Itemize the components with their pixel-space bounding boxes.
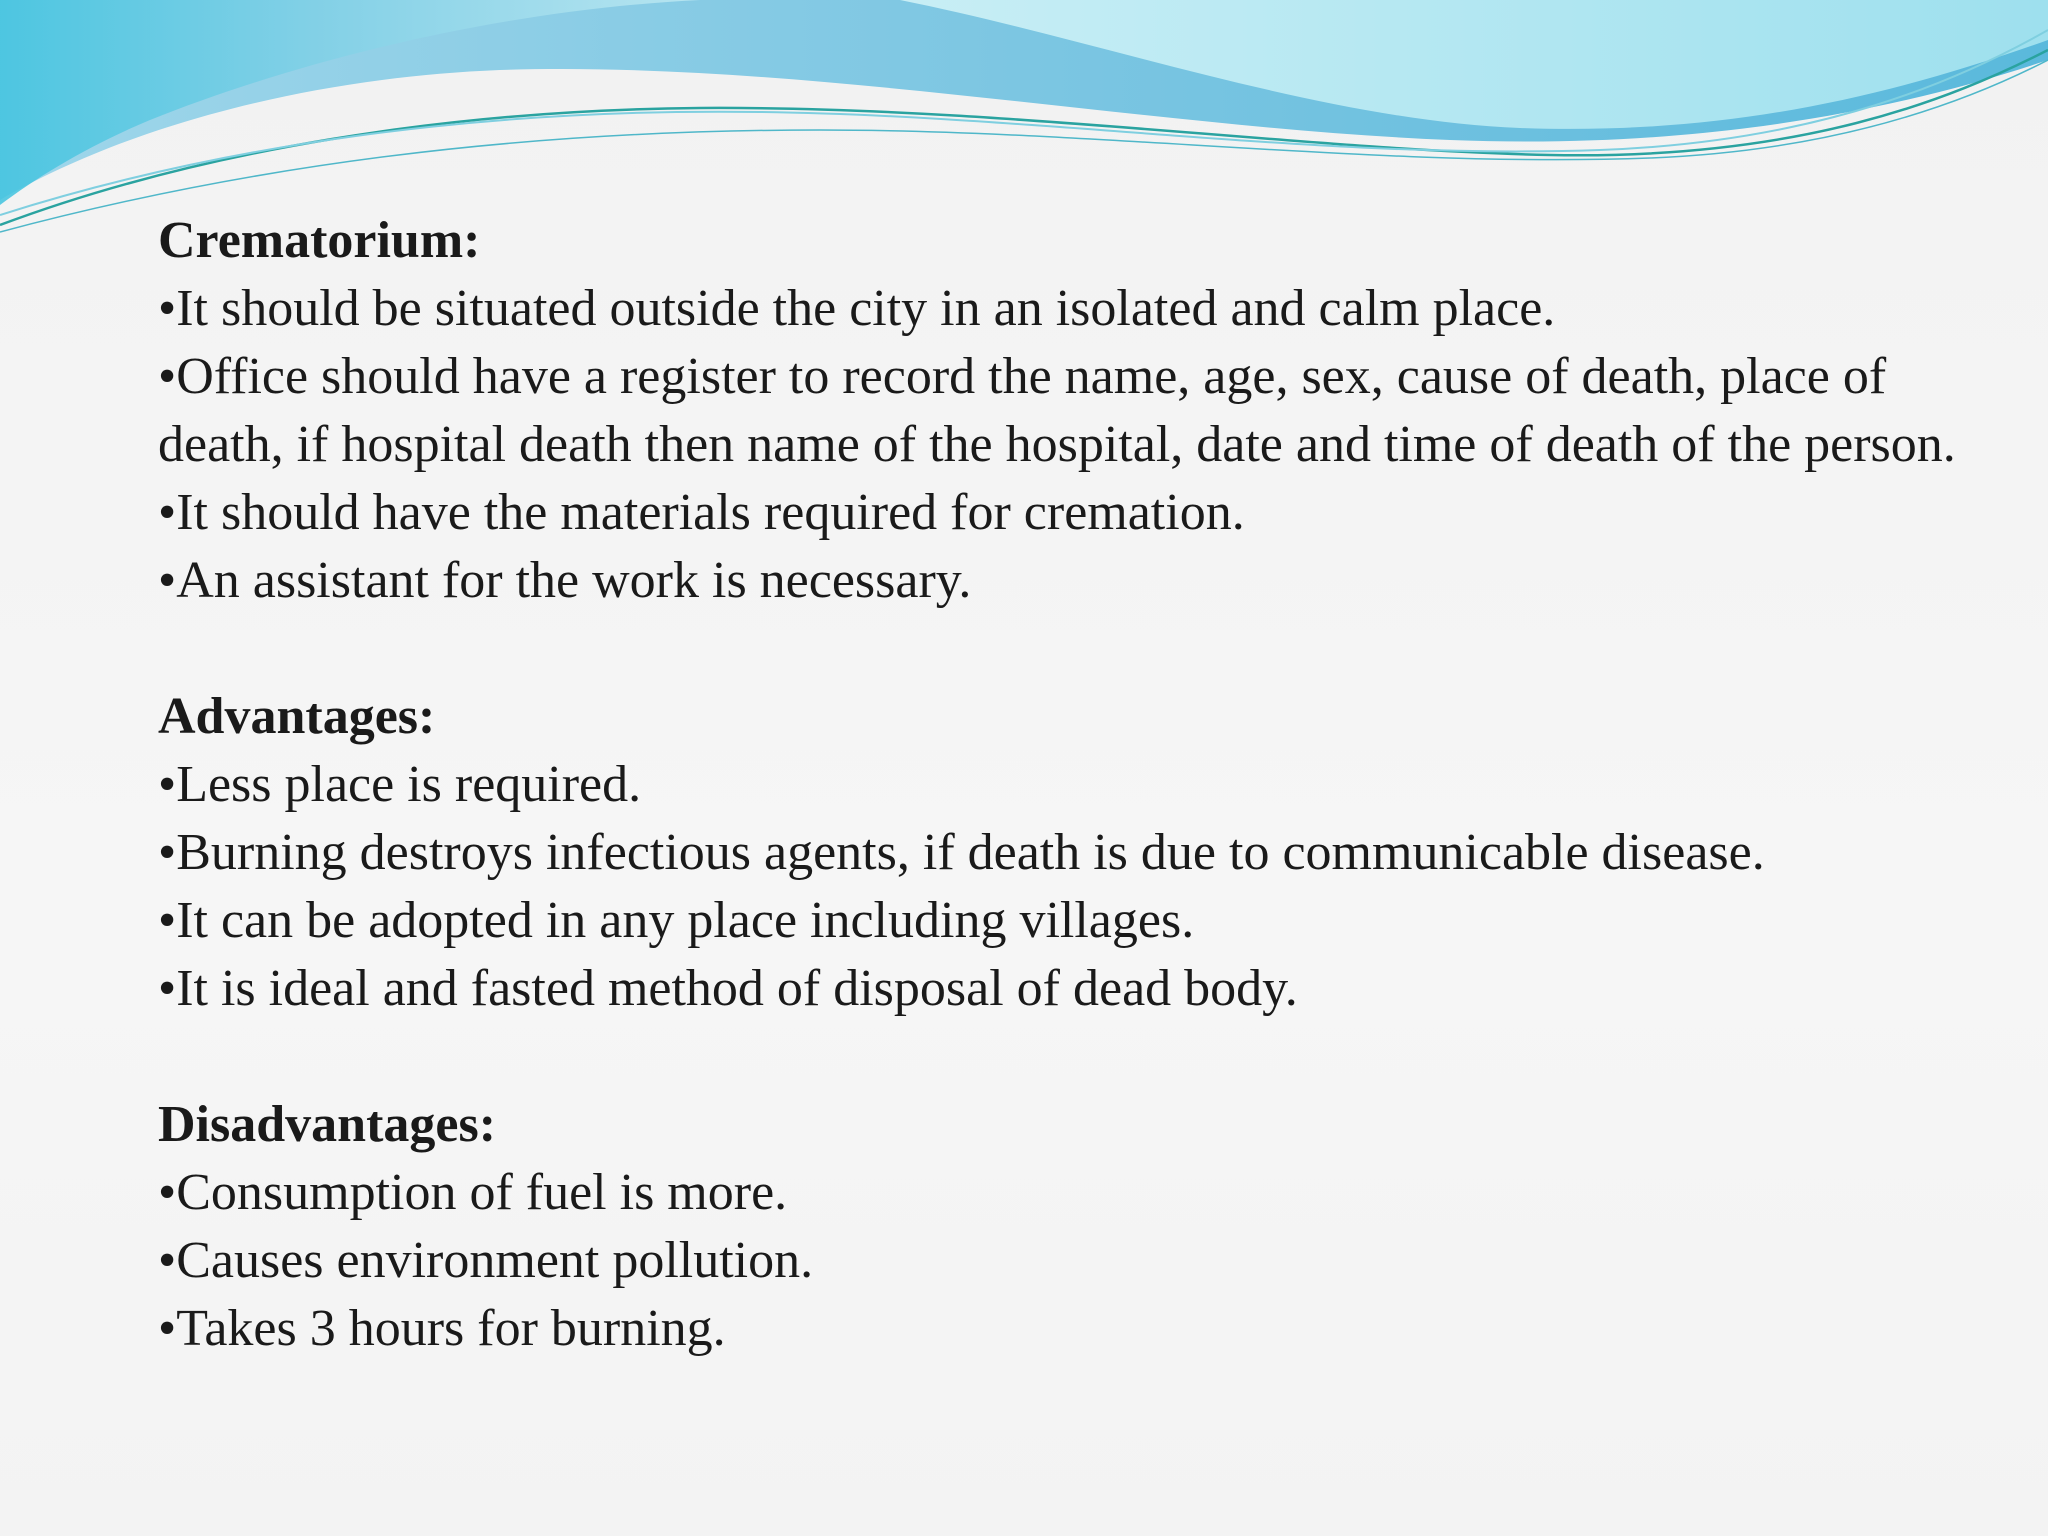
list-item: •It should be situated outside the city in an isolated and calm place. xyxy=(158,280,1556,337)
list-item: •It can be adopted in any place including villages. xyxy=(158,892,1195,949)
header-wave-decoration xyxy=(0,0,2048,240)
list-item: •Consumption of fuel is more. xyxy=(158,1164,788,1221)
list-item: •An assistant for the work is necessary. xyxy=(158,552,972,609)
slide-content xyxy=(158,207,1978,1363)
list-item: •Office should have a register to record the name, age, sex, cause of death, place of death, if hospital death then name of the hospital, date and time of death of the person. xyxy=(158,348,1956,473)
section-heading-disadvantages: Disadvantages: xyxy=(158,1096,497,1153)
section-spacer xyxy=(158,1023,1978,1091)
section-spacer xyxy=(158,615,1978,683)
list-item: •Takes 3 hours for burning. xyxy=(158,1300,726,1357)
list-item: •It should have the materials required for cremation. xyxy=(158,484,1245,541)
section-heading-crematorium: Crematorium: xyxy=(158,212,481,269)
list-item: •It is ideal and fasted method of disposal of dead body. xyxy=(158,960,1298,1017)
list-item: •Less place is required. xyxy=(158,756,642,813)
section-heading-advantages: Advantages: xyxy=(158,688,436,745)
list-item: •Burning destroys infectious agents, if death is due to communicable disease. xyxy=(158,824,1765,881)
list-item: •Causes environment pollution. xyxy=(158,1232,814,1289)
